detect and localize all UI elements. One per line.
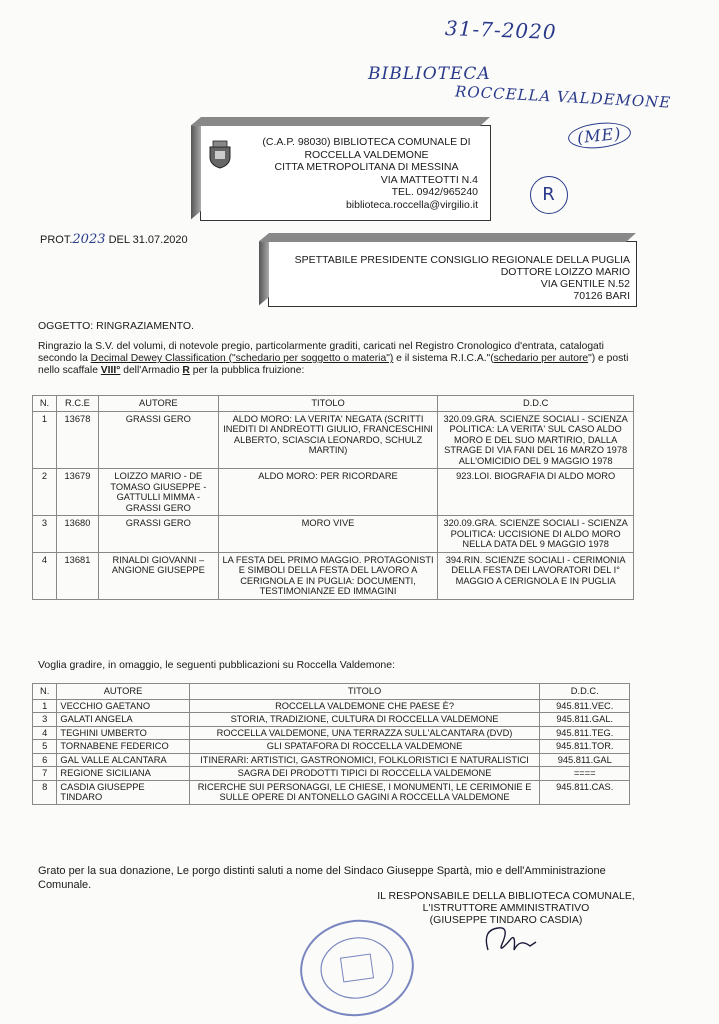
- handwritten-date: 31-7-2020: [444, 16, 557, 44]
- sender-box: [200, 125, 491, 221]
- recipient-address: [295, 254, 630, 302]
- column-header: TITOLO: [218, 396, 438, 412]
- table-cell: 394.RIN. SCIENZE SOCIALI - CERIMONIA DELLA FESTA DEI LAVORATORI DEL I° MAGGIO A CERIGNOLA E IN PUGLIA: [438, 552, 634, 599]
- table-cell: 13681: [56, 552, 98, 599]
- table-cell: 4: [33, 552, 57, 599]
- protocol-label: PROT.: [40, 234, 73, 246]
- handwritten-town: ROCCELLA VALDEMONE: [454, 82, 672, 112]
- column-header: AUTORE: [57, 684, 189, 700]
- library-stamp: [294, 913, 420, 1024]
- intro-text: dell'Armadio: [120, 365, 183, 377]
- cabinet-letter: R: [182, 365, 190, 377]
- table-cell: 945.811.GAL: [540, 753, 630, 767]
- table-cell: 5: [33, 740, 57, 754]
- table-cell: 3: [33, 516, 57, 553]
- table-cell: 945.811.CAS.: [540, 780, 630, 804]
- table-cell: CASDIA GIUSEPPE TINDARO: [57, 780, 189, 804]
- table-cell: 1: [33, 699, 57, 713]
- table-cell: 13679: [56, 469, 98, 516]
- table-cell: 13680: [56, 516, 98, 553]
- sender-line: ROCCELLA VALDEMONE: [304, 148, 429, 161]
- column-header: D.D.C.: [540, 684, 630, 700]
- table-cell: ALDO MORO: PER RICORDARE: [218, 469, 438, 516]
- table-header-row: [33, 396, 634, 412]
- signature-icon: [480, 920, 540, 960]
- signoff-line: (GIUSEPPE TINDARO CASDIA): [429, 914, 583, 926]
- sender-address: [255, 136, 478, 211]
- table-row: [33, 713, 630, 727]
- column-header: TITOLO: [189, 684, 540, 700]
- table-cell: ROCCELLA VALDEMONE CHE PAESE È?: [189, 699, 540, 713]
- intro-text: ") e posti nello scaffale: [38, 353, 629, 377]
- table-cell: 945.811.GAL.: [540, 713, 630, 727]
- table-cell: 3: [33, 713, 57, 727]
- table-row: [33, 516, 634, 553]
- table-cell: ALDO MORO: LA VERITA' NEGATA (SCRITTI INEDITI DI ANDREOTTI GIULIO, FRANCESCHINI ALBERTO, SCIASCIA LEONARDO, SCHULZ MARTIN): [218, 411, 438, 469]
- table-cell: GLI SPATAFORA DI ROCCELLA VALDEMONE: [189, 740, 540, 754]
- table-cell: TEGHINI UMBERTO: [57, 726, 189, 740]
- table-cell: 1: [33, 411, 57, 469]
- column-header: D.D.C: [438, 396, 634, 412]
- table-cell: GRASSI GERO: [98, 411, 218, 469]
- table-cell: ITINERARI: ARTISTICI, GASTRONOMICI, FOLKLORISTICI E NATURALISTICI: [189, 753, 540, 767]
- table-row: [33, 552, 634, 599]
- table-cell: LOIZZO MARIO - DE TOMASO GIUSEPPE - GATTULLI MIMMA - GRASSI GERO: [98, 469, 218, 516]
- table-row: [33, 699, 630, 713]
- recipient-line: DOTTORE LOIZZO MARIO: [500, 266, 630, 278]
- table-cell: ====: [540, 767, 630, 781]
- table-row: [33, 411, 634, 469]
- subject-line: OGGETTO: RINGRAZIAMENTO.: [38, 320, 194, 332]
- table-cell: 320.09.GRA. SCIENZE SOCIALI - SCIENZA POLITICA: UCCISIONE DI ALDO MORO NELLA DATA DEL 9 MAGGIO 1978: [438, 516, 634, 553]
- table-cell: STORIA, TRADIZIONE, CULTURA DI ROCCELLA VALDEMONE: [189, 713, 540, 727]
- table-cell: 4: [33, 726, 57, 740]
- protocol-line: [40, 232, 188, 247]
- column-header: N.: [33, 684, 57, 700]
- stamp-icon: [296, 915, 418, 1021]
- sender-line: TEL. 0942/965240: [391, 186, 478, 198]
- handwritten-biblioteca: BIBLIOTECA: [368, 64, 491, 84]
- sender-line: CITTA METROPOLITANA DI MESSINA: [274, 161, 459, 173]
- table-cell: 13678: [56, 411, 98, 469]
- received-volumes-table: [32, 395, 634, 600]
- table-cell: 945.811.VEC.: [540, 699, 630, 713]
- gift-publications-table: [32, 683, 630, 805]
- table-cell: ROCCELLA VALDEMONE, UNA TERRAZZA SULL'ALCANTARA (DVD): [189, 726, 540, 740]
- rica-reference: schedario per autore: [493, 353, 589, 365]
- table-cell: 2: [33, 469, 57, 516]
- sender-line: VIA MATTEOTTI N.4: [380, 173, 478, 186]
- closing-paragraph: Grato per la sua donazione, Le porgo distinti saluti a nome del Sindaco Giuseppe Spartà, mio e dell'Amministrazione Comunale.: [38, 865, 606, 891]
- recipient-line: VIA GENTILE N.52: [540, 278, 630, 290]
- table-cell: GRASSI GERO: [98, 516, 218, 553]
- column-header: N.: [33, 396, 57, 412]
- intro-paragraph: [38, 341, 638, 378]
- table-cell: 7: [33, 767, 57, 781]
- table-cell: 320.09.GRA. SCIENZE SOCIALI - SCIENZA POLITICA: LA VERITA' SUL CASO ALDO MORO E DEL SUO MARTIRIO, DALLA STRAGE DI VIA FANI DEL 16 MARZO 1978 ALL'OMICIDIO DEL 9 MAGGIO 1978: [438, 411, 634, 469]
- intro-text: Ringrazio la S.V. del volumi, di notevole pregio, particolarmente graditi, caricati nel Registro Cronologico d'entrata, catalogati secondo la: [38, 341, 604, 365]
- table-row: [33, 767, 630, 781]
- table-row: [33, 469, 634, 516]
- protocol-date: DEL 31.07.2020: [108, 234, 188, 246]
- ddc-reference: Decimal Dewey Classification ("schedario per soggetto o materia"): [90, 353, 394, 365]
- shelf-number: VIII°: [100, 365, 121, 377]
- gift-intro: Voglia gradire, in omaggio, le seguenti pubblicazioni su Roccella Valdemone:: [38, 659, 396, 671]
- table-cell: 8: [33, 780, 57, 804]
- table-cell: 923.LOI. BIOGRAFIA DI ALDO MORO: [438, 469, 634, 516]
- table-cell: 945.811.TOR.: [540, 740, 630, 754]
- table-cell: GALATI ANGELA: [57, 713, 189, 727]
- table-cell: 6: [33, 753, 57, 767]
- municipal-crest-icon: [207, 139, 233, 169]
- protocol-number: 2023: [72, 232, 106, 247]
- signoff-line: IL RESPONSABILE DELLA BIBLIOTECA COMUNALE,: [377, 890, 635, 902]
- recipient-line: 70126 BARI: [573, 290, 630, 302]
- recipient-box: [268, 241, 637, 307]
- table-row: [33, 726, 630, 740]
- table-cell: GAL VALLE ALCANTARA: [57, 753, 189, 767]
- signoff-line: L'ISTRUTTORE AMMINISTRATIVO: [422, 902, 590, 914]
- handwritten-province: (ME): [567, 120, 632, 151]
- handwritten-circled-letter: R: [530, 176, 568, 214]
- column-header: AUTORE: [98, 396, 218, 412]
- table-row: [33, 740, 630, 754]
- table-cell: REGIONE SICILIANA: [57, 767, 189, 781]
- table-cell: MORO VIVE: [218, 516, 438, 553]
- recipient-line: SPETTABILE PRESIDENTE CONSIGLIO REGIONALE DELLA PUGLIA: [294, 254, 630, 266]
- intro-text: per la pubblica fruizione:: [189, 365, 305, 377]
- table-cell: RICERCHE SUI PERSONAGGI, LE CHIESE, I MONUMENTI, LE CERIMONIE E SULLE OPERE DI ANTONELLO GAGINI A ROCCELLA VALDEMONE: [189, 780, 540, 804]
- table-cell: 945.811.TEG.: [540, 726, 630, 740]
- table-cell: VECCHIO GAETANO: [57, 699, 189, 713]
- sender-email: biblioteca.roccella@virgilio.it: [345, 198, 478, 211]
- table-header-row: [33, 684, 630, 700]
- table-row: [33, 780, 630, 804]
- intro-text: e il sistema R.I.C.A."(: [393, 353, 494, 365]
- table-row: [33, 753, 630, 767]
- table-cell: SAGRA DEI PRODOTTI TIPICI DI ROCCELLA VALDEMONE: [189, 767, 540, 781]
- table-cell: TORNABENE FEDERICO: [57, 740, 189, 754]
- column-header: R.C.E: [56, 396, 98, 412]
- table-cell: LA FESTA DEL PRIMO MAGGIO. PROTAGONISTI E SIMBOLI DELLA FESTA DEL LAVORO A CERIGNOLA E IN PUGLIA: DOCUMENTI, TESTIMONIANZE ED IMMAGINI: [218, 552, 438, 599]
- sender-line: (C.A.P. 98030) BIBLIOTECA COMUNALE DI: [262, 136, 471, 148]
- table-cell: RINALDI GIOVANNI – ANGIONE GIUSEPPE: [98, 552, 218, 599]
